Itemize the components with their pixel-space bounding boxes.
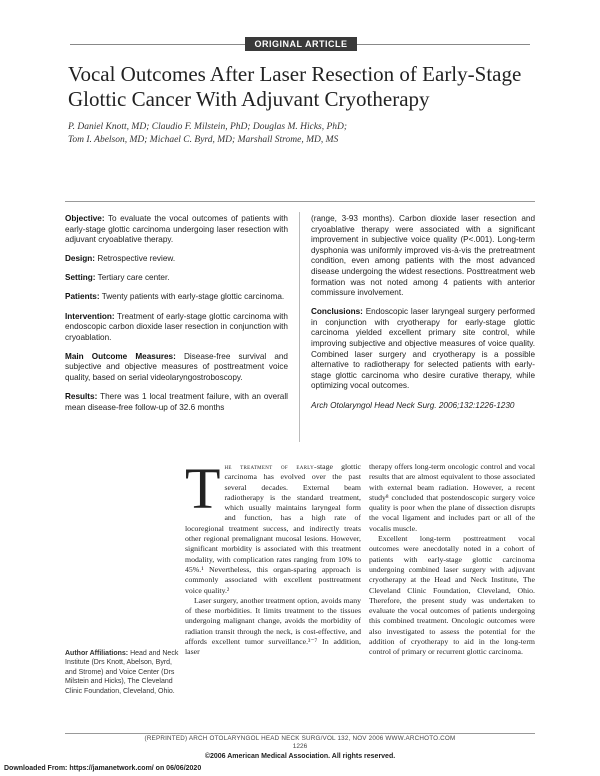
authors-line-2: Tom I. Abelson, MD; Michael C. Byrd, MD; Marshall Strome, MD, MS [68,134,339,145]
abstract-design: Design: Retrospective review. [65,254,176,264]
article-title: Vocal Outcomes After Laser Resection of Early-Stage Glottic Cancer With Adjuvant Cryotherapy [68,62,522,111]
abstract-intervention: Intervention: Treatment of early-stage glottic carcinoma with endoscopic carbon dioxide laser resection in conjunction with cryoablation. [65,311,288,342]
abstract-results-continued: (range, 3-93 months). Carbon dioxide laser resection and cryoablative therapy were associated with a significant improvement in subjective voice quality (P<.001). Long-term dysphonia was uniformly improved vis-à-vis the pretreatment condition, even among patients with the most advanced disease undergoing the widest resections. Posttreatment web formation was not noted among 4 patients with anterior commissure involvement. [311,214,535,298]
abstract-left-column [65,214,288,422]
footer-rule [65,733,535,734]
body-paragraph-4: Excellent long-term posttreatment vocal outcomes were anecdotally noted in a cohort of patients with early-stage glottic carcinoma undergoing combined laser surgery with adjuvant cryotherapy at the Head and Neck Institute, The Cleveland Clinic Foundation, Cleveland, Ohio. Therefore, the present study was undertaken to evaluate the vocal outcomes of patients undergoing this combined treatment. Oncologic outcomes were also investigated to assess the potential for the addition of cryotherapy to aid in the long-term control of primary or recurrent glottic carcinoma. [369,534,535,657]
page-number: 1226 [292,743,308,750]
abstract-objective: Objective: To evaluate the vocal outcomes of patients with early-stage glottic carcinoma undergoing laser resection with adjuvant cryoablative therapy. [65,214,288,245]
abstract-column-rule [299,212,300,442]
body-paragraph-3: therapy offers long-term oncologic control and vocal results that are almost equivalent to those associated with external beam radiation. However, a recent study⁸ concluded that postendoscopic surgery voice quality is poor when the plane of dissection disrupts the vocal ligament and includes part or all of the vocalis muscle. [369,462,535,533]
abstract-patients: Patients: Twenty patients with early-stage glottic carcinoma. [65,292,285,302]
abstract-measures: Main Outcome Measures: Disease-free survival and subjective and objective measures of posttreatment voice quality, based on serial videolaryngostroboscopy. [65,351,288,383]
abstract-results: Results: There was 1 local treatment failure, with an overall mean disease-free follow-up of 32.6 months [65,392,288,412]
lead-in: he treatment of early- [224,462,317,471]
abstract-divider [65,201,535,202]
abstract-right-column [311,214,535,420]
body-paragraph-1: The treatment of early-stage glottic carcinoma has evolved over the past several decades. External beam radiotherapy is the standard treatment, which usually maintains laryngeal form and function, has a high rate of locoregional treatment success, and indirectly treats other regional premalignant mucosal lesions. However, significant morbidity is associated with this treatment modality, with complication rates ranging from 10% to 45%.¹ Nevertheless, this organ-sparing approach is commonly associated with excellent posttreatment voice quality.² [185,456,361,595]
section-tag: ORIGINAL ARTICLE [245,37,357,51]
journal-footer: (REPRINTED) ARCH OTOLARYNGOL HEAD NECK SURG/VOL 132, NOV 2006 WWW.ARCHOTO.COM [144,735,456,742]
drop-cap: T [185,456,221,521]
abstract-setting: Setting: Tertiary care center. [65,273,170,283]
affiliations-label: Author Affiliations: [65,650,129,657]
affiliations-text: Head and Neck Institute (Drs Knott, Abelson, Byrd, and Strome) and Voice Center (Drs Milstein and Hicks), The Cleveland Clinic Foundation, Cleveland, Ohio. [65,650,179,695]
body-paragraph-2: Laser surgery, another treatment option, avoids many of these morbidities. It limits treatment to the tissues undergoing malignant change, avoids the morbidity of radiation transit through the neck, is cost-effective, and affords excellent tumor surveillance.³⁻⁷ In addition, laser [185,595,361,657]
copyright-notice: ©2006 American Medical Association. All rights reserved. [204,753,396,760]
author-list [68,121,538,146]
download-stamp: Downloaded From: https://jamanetwork.com/ on 06/06/2020 [4,765,202,772]
abstract-citation: Arch Otolaryngol Head Neck Surg. 2006;132:1226-1230 [311,400,515,410]
authors-line-1: P. Daniel Knott, MD; Claudio F. Milstein, PhD; Douglas M. Hicks, PhD; [68,122,348,132]
body-right-column [369,462,535,658]
abstract-conclusions: Conclusions: Endoscopic laser laryngeal surgery performed in conjunction with cryotherapy for early-stage glottic carcinoma yielded excellent primary site control, while improving subjective and objective measures of voice quality. Combined laser surgery and cryotherapy is a possible alternative to radiotherapy for selected patients with early-stage glottic carcinoma who desire curative therapy, while optimizing vocal outcomes. [311,307,535,391]
body-middle-column [185,456,361,658]
author-affiliations [65,649,179,696]
